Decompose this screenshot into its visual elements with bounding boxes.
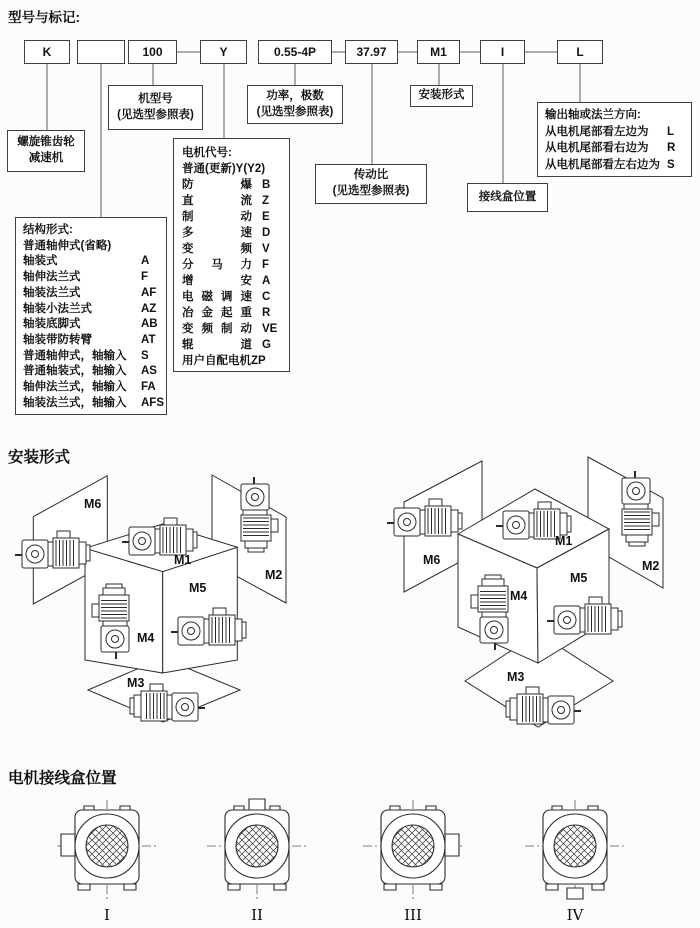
motor-front-view-2 — [207, 798, 307, 904]
structure-title: 结构形式: — [23, 224, 73, 236]
box-direction-code: L — [557, 40, 603, 64]
label-reducer-type: 螺旋锥齿轮 减速机 — [7, 130, 85, 172]
mount-label-m3-left: M3 — [127, 676, 145, 690]
junction-view-label-2: II — [251, 906, 263, 924]
motor-codes-subtitle: 普通(更新)Y(Y2) — [182, 163, 266, 175]
motor-code-row: 变频制动 VE — [182, 323, 278, 335]
mounting-diagram-left — [10, 465, 350, 765]
page-title: 型号与标记: — [8, 10, 80, 25]
structure-row: 轴伸法兰式 F — [23, 271, 149, 284]
label-output-direction: 输出轴或法兰方向: 从电机尾部看左边为 L 从电机尾部看右边为 R 从电机尾部看左右边为 S — [537, 102, 692, 177]
mount-label-m3-right: M3 — [507, 670, 525, 684]
junction-view-label-1: I — [104, 906, 110, 924]
label-junction-position: 接线盒位置 — [467, 183, 548, 212]
motor-code-row: 直流 Z — [182, 195, 270, 207]
box-mounting-code: M1 — [417, 40, 460, 64]
motor-code-row: 多速 D — [182, 227, 271, 239]
structure-row: 轴伸法兰式，轴输入 FA — [23, 381, 156, 394]
out-dir-row: 从电机尾部看左边为 L — [545, 125, 675, 138]
box-motor-type-code: Y — [200, 40, 247, 64]
mounting-diagram-right — [355, 450, 700, 740]
motor-front-view-3 — [363, 798, 463, 904]
motor-code-row: 电磁调速 C — [182, 291, 271, 303]
structure-row: 普通轴伸式，轴输入 S — [23, 349, 149, 362]
label-ratio: 传动比 (见选型参照表) — [315, 164, 427, 204]
mount-label-m4-left: M4 — [137, 631, 155, 645]
mount-label-m5-left: M5 — [189, 581, 207, 595]
motor-code-row: 增安 A — [182, 275, 271, 287]
structure-row: 普通轴伸式(省略) — [23, 239, 112, 252]
gear-motor-m1-icon — [122, 518, 197, 555]
junction-view-label-4: IV — [566, 906, 584, 924]
structure-row: 轴装带防转臂 AT — [23, 333, 156, 346]
motor-code-row: 制动 E — [182, 211, 270, 223]
fan-cover-icon — [236, 825, 278, 867]
junction-view-label-3: III — [404, 906, 422, 924]
box-frame-size: 100 — [128, 40, 177, 64]
motor-code-row: 冶金起重 R — [182, 307, 271, 319]
mount-label-m4-right: M4 — [510, 589, 528, 603]
motor-code-row: 变频 V — [182, 243, 270, 255]
motor-code-row: 分马力 F — [182, 259, 270, 271]
box-reducer-type-code: K — [24, 40, 70, 64]
motor-code-row: 辊道 G — [182, 339, 271, 351]
junction-box-right — [445, 834, 459, 856]
mount-label-m2-right: M2 — [642, 559, 660, 573]
structure-row: 轴装底脚式 AB — [23, 318, 158, 331]
box-power-poles: 0.55-4P — [258, 40, 332, 64]
junction-box-top — [249, 799, 265, 810]
label-motor-codes — [173, 138, 290, 372]
structure-row: 轴装法兰式，轴输入 AFS — [23, 396, 164, 409]
motor-front-view-4 — [525, 798, 625, 904]
structure-row: 轴装法兰式 AF — [23, 286, 157, 299]
label-structure-forms — [15, 217, 167, 415]
mount-label-m6-right: M6 — [423, 553, 441, 567]
mount-label-m1-left: M1 — [174, 553, 192, 567]
structure-row: 普通轴装式，轴输入 AS — [23, 365, 157, 378]
label-mounting: 安装形式 — [410, 85, 473, 107]
structure-row: 轴装式 A — [23, 255, 150, 268]
out-dir-row: 从电机尾部看右边为 R — [545, 142, 676, 154]
fan-cover-icon — [392, 825, 434, 867]
mount-label-m2-left: M2 — [265, 568, 283, 582]
label-power-poles: 功率，极数 (见选型参照表) — [247, 85, 343, 124]
label-frame-size: 机型号 (见选型参照表) — [108, 85, 203, 130]
mount-label-m1-right: M1 — [555, 534, 573, 548]
box-structure-code — [77, 40, 125, 64]
junction-box-bottom — [567, 888, 583, 899]
motor-code-row: 用户自配电机 ZP — [182, 355, 266, 367]
motor-front-view-1 — [57, 798, 157, 904]
section-junction-title: 电机接线盒位置 — [8, 770, 117, 787]
box-junction-code: I — [480, 40, 525, 64]
box-ratio-value: 37.97 — [345, 40, 398, 64]
motor-codes-title: 电机代号: — [182, 147, 232, 159]
structure-row: 轴装小法兰式 AZ — [23, 302, 157, 315]
fan-cover-icon — [554, 825, 596, 867]
mount-label-m5-right: M5 — [570, 571, 588, 585]
section-mounting-title: 安装形式 — [8, 449, 71, 466]
fan-cover-icon — [86, 825, 128, 867]
mount-label-m6-left: M6 — [84, 497, 102, 511]
motor-code-row: 防爆 B — [182, 179, 271, 191]
junction-box-left — [61, 834, 75, 856]
out-dir-row: 从电机尾部看左右边为 S — [545, 158, 675, 171]
